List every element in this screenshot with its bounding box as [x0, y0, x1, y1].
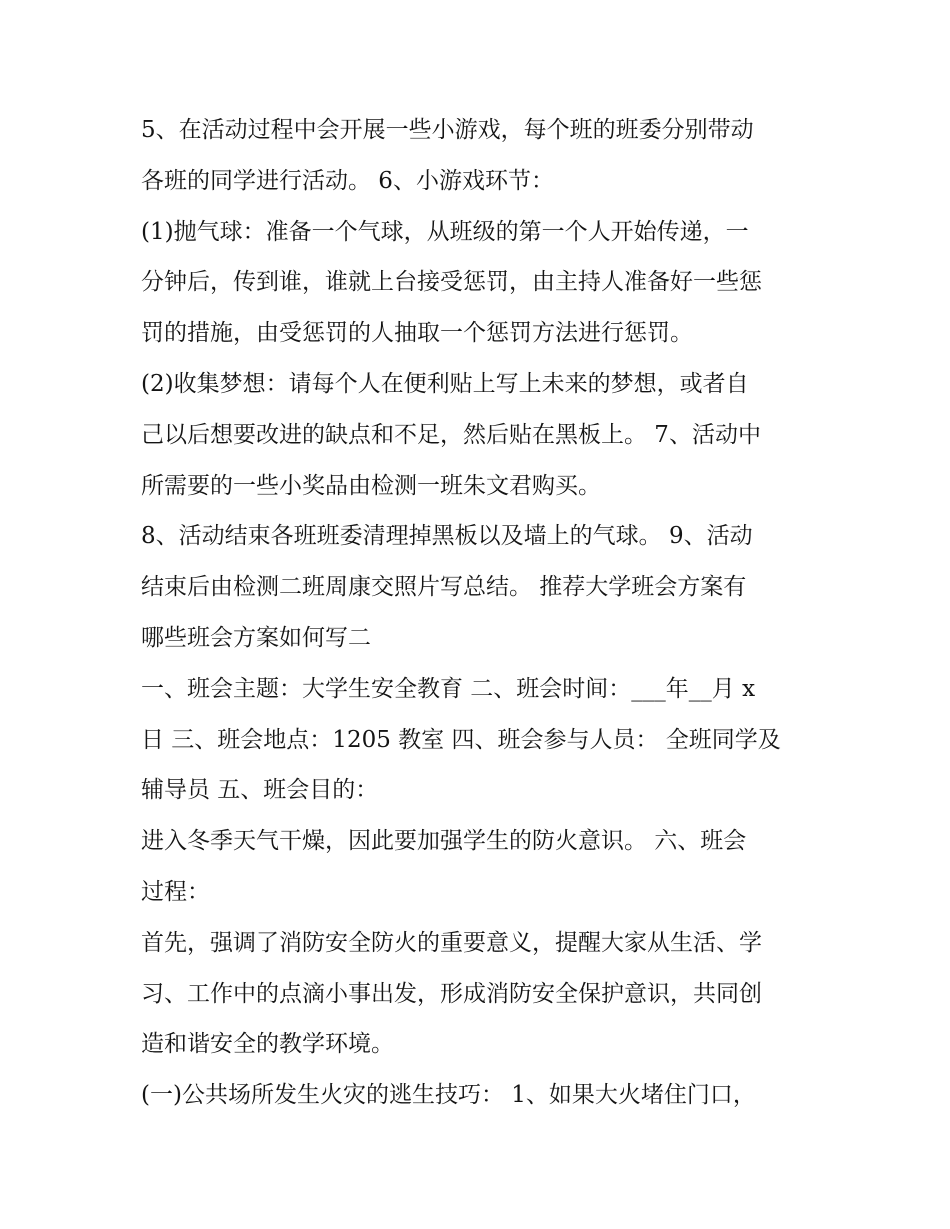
text-line-20: (一)公共场所发生火灾的逃生技巧： 1、如果大火堵住门口， — [141, 1082, 756, 1109]
text-line-3: (1)抛气球：准备一个气球，从班级的第一个人开始传递，一 — [141, 218, 749, 245]
text-line-13: 日 三、班会地点：1205 教室 四、班会参与人员： 全班同学及 — [141, 726, 781, 753]
text-line-14: 辅导员 五、班会目的： — [141, 777, 379, 804]
text-line-16: 过程： — [141, 878, 210, 905]
text-line-1: 5、在活动过程中会开展一些小游戏，每个班的班委分别带动 — [141, 117, 754, 143]
text-line-11: 哪些班会方案如何写二 — [141, 624, 371, 651]
text-line-10: 结束后由检测二班周康交照片写总结。 推荐大学班会方案有 — [141, 574, 747, 601]
text-line-2: 各班的同学进行活动。 6、小游戏环节： — [141, 167, 554, 194]
text-line-18: 习、工作中的点滴小事出发，形成消防安全保护意识，共同创 — [141, 980, 762, 1007]
text-line-12: 一、班会主题：大学生安全教育 二、班会时间：___年__月 x — [141, 675, 756, 702]
document-body — [141, 109, 821, 1125]
text-line-4: 分钟后，传到谁，谁就上台接受惩罚，由主持人准备好一些惩 — [141, 269, 762, 296]
text-line-17: 首先，强调了消防安全防火的重要意义，提醒大家从生活、学 — [141, 929, 762, 956]
text-line-5: 罚的措施，由受惩罚的人抽取一个惩罚方法进行惩罚。 — [141, 320, 693, 347]
text-line-8: 所需要的一些小奖品由检测一班朱文君购买。 — [141, 472, 601, 499]
text-line-6: (2)收集梦想：请每个人在便利贴上写上未来的梦想，或者自 — [141, 370, 749, 397]
text-line-9: 8、活动结束各班班委清理掉黑板以及墙上的气球。 9、活动 — [141, 523, 753, 550]
text-line-7: 己以后想要改进的缺点和不足，然后贴在黑板上。 7、活动中 — [141, 421, 761, 448]
text-line-15: 进入冬季天气干燥，因此要加强学生的防火意识。 六、班会 — [141, 828, 747, 855]
text-line-19: 造和谐安全的教学环境。 — [141, 1031, 394, 1058]
